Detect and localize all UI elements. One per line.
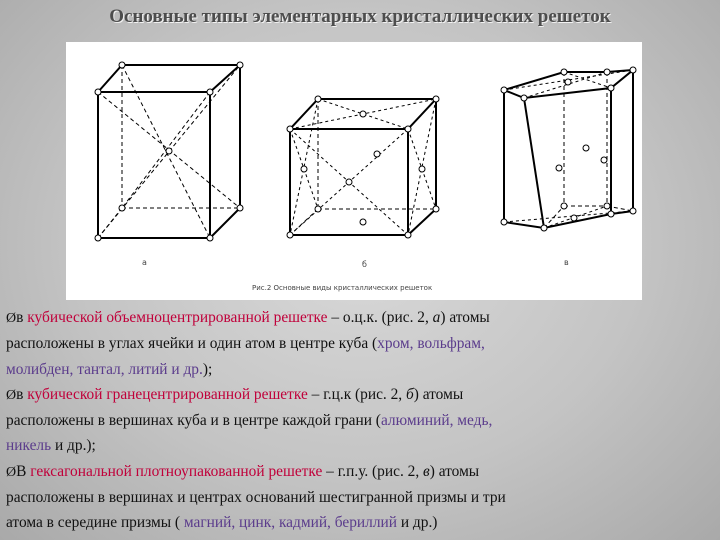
bcc-lattice-diagram	[95, 62, 243, 241]
lattice-type-term: кубической объемноцентрированной решетке	[23, 309, 328, 326]
bullet-1-line-0	[6, 382, 714, 408]
element-examples: магний, цинк, кадмий, бериллий	[183, 514, 397, 532]
bullet-text: ) атомы	[413, 385, 464, 403]
element-examples: молибден, тантал, литий и др.	[6, 360, 203, 378]
bullet-text: в	[16, 309, 24, 326]
lattice-type-term: гексагональной плотноупакованной решетке	[26, 462, 323, 480]
bullet-text: );	[202, 360, 213, 378]
figure-letter: в	[423, 462, 430, 480]
lattice-type-term: кубической гранецентрированной решетке	[23, 385, 308, 403]
hcp-lattice-diagram	[501, 67, 636, 231]
crystal-lattice-figure	[66, 42, 642, 300]
bullet-text: в	[16, 385, 24, 403]
bullet-0-line-2	[6, 357, 714, 382]
bullet-2-line-1	[6, 485, 714, 510]
bullet-text: расположены в вершинах куба и в центре каждой грани (	[6, 412, 381, 430]
bullet-1-line-1	[6, 408, 714, 433]
bullet-text: и др.)	[396, 514, 438, 532]
bullet-0-line-0	[6, 305, 714, 331]
bullet-arrow-icon: Ø	[6, 387, 17, 403]
bullet-2-line-2	[6, 510, 714, 535]
bullet-text: и др.);	[51, 437, 96, 455]
label-c: в	[564, 258, 569, 267]
bullet-text: В	[16, 462, 27, 480]
label-b: б	[362, 260, 367, 269]
figure-letter: а	[432, 309, 441, 326]
fcc-lattice-diagram	[287, 96, 439, 238]
bullet-arrow-icon: Ø	[6, 311, 17, 326]
bullet-text: расположены в вершинах и центрах оснований шестигранной призмы и три	[6, 489, 506, 507]
bullet-text: – о.ц.к. (рис. 2,	[327, 309, 433, 326]
bullet-text: расположены в углах ячейки и один атом в центре куба (	[6, 335, 378, 353]
bullet-1-line-2	[6, 433, 714, 458]
bullet-text: ) атомы	[429, 462, 480, 480]
bullet-text: – г.п.у. (рис. 2,	[322, 462, 424, 480]
bullet-text: атома в середине призмы (	[6, 514, 184, 532]
bullet-text: – г.ц.к (рис. 2,	[307, 385, 406, 403]
element-examples: алюминий, медь,	[380, 412, 493, 430]
bullet-arrow-icon: Ø	[6, 464, 17, 480]
bullet-list	[6, 305, 714, 536]
figure-letter: б	[406, 385, 414, 403]
bullet-0-line-1	[6, 331, 714, 356]
figure-caption: Рис.2 Основные виды кристаллических решеток	[252, 284, 433, 292]
bullet-text: ) атомы	[440, 309, 490, 326]
lattice-drawings	[66, 42, 642, 300]
bullet-2-line-0	[6, 459, 714, 485]
label-a: а	[142, 258, 147, 267]
element-examples: хром, вольфрам,	[377, 335, 485, 353]
element-examples: никель	[6, 437, 52, 455]
slide-title: Основные типы элементарных кристаллических решеток	[109, 6, 611, 27]
